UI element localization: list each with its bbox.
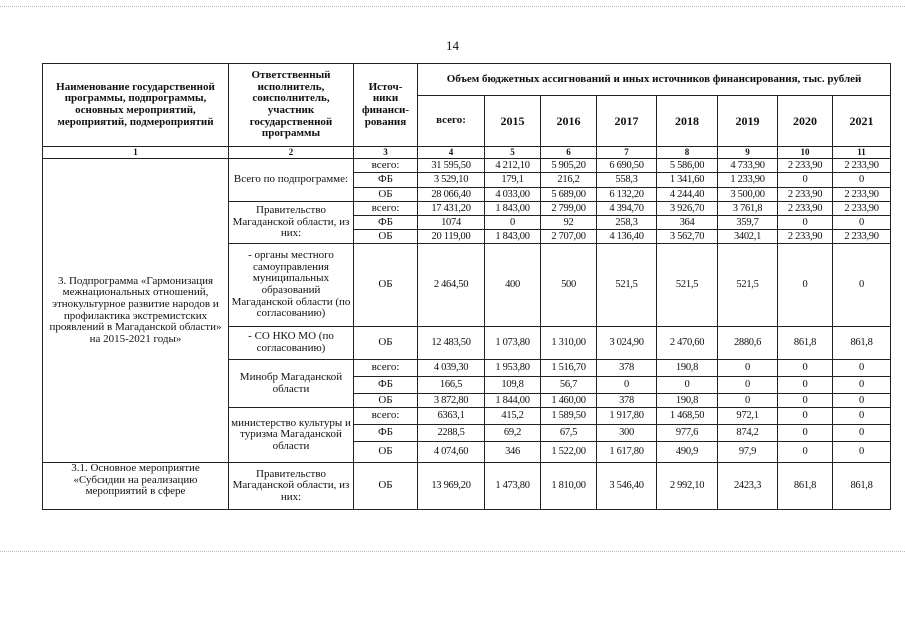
value-cell: 2 233,90 — [778, 202, 833, 216]
value-cell: 861,8 — [833, 463, 891, 510]
value-cell: 0 — [778, 173, 833, 188]
executor-cell: министерство культуры и туризма Магаданской области — [229, 408, 354, 463]
value-cell: 2 233,90 — [833, 188, 891, 202]
value-cell: 4 394,70 — [597, 202, 657, 216]
value-cell: 364 — [657, 216, 718, 230]
source-cell: ОБ — [354, 463, 418, 510]
value-cell: 500 — [541, 244, 597, 327]
value-cell: 1 843,00 — [485, 202, 541, 216]
value-cell: 2 992,10 — [657, 463, 718, 510]
value-cell: 2 707,00 — [541, 230, 597, 244]
value-cell: 1 843,00 — [485, 230, 541, 244]
executor-cell: Всего по подпрограмме: — [229, 159, 354, 202]
value-cell: 1 917,80 — [597, 408, 657, 425]
value-cell: 378 — [597, 360, 657, 377]
value-cell: 1 073,80 — [485, 327, 541, 360]
value-cell: 0 — [833, 394, 891, 408]
value-cell: 300 — [597, 425, 657, 442]
header-source: Источ-ники финанси-рования — [354, 64, 418, 147]
source-cell: ОБ — [354, 188, 418, 202]
value-cell: 0 — [833, 442, 891, 463]
value-cell: 2 470,60 — [657, 327, 718, 360]
page-edge-top — [0, 6, 905, 7]
source-cell: всего: — [354, 159, 418, 173]
value-cell: 0 — [778, 408, 833, 425]
value-cell: 1 310,00 — [541, 327, 597, 360]
value-cell: 346 — [485, 442, 541, 463]
value-cell: 874,2 — [718, 425, 778, 442]
value-cell: 0 — [778, 360, 833, 377]
value-cell: 2 233,90 — [778, 230, 833, 244]
executor-cell: Правительство Магаданской области, из них: — [229, 463, 354, 510]
column-number-row — [43, 147, 891, 159]
value-cell: 415,2 — [485, 408, 541, 425]
value-cell: 6363,1 — [418, 408, 485, 425]
value-cell: 1 589,50 — [541, 408, 597, 425]
header-year: 2018 — [657, 96, 718, 147]
value-cell: 56,7 — [541, 377, 597, 394]
header-year: 2016 — [541, 96, 597, 147]
value-cell: 0 — [833, 244, 891, 327]
value-cell: 2 233,90 — [778, 188, 833, 202]
header-executor: Ответственный исполнитель, соисполнитель, участник государственной программы — [229, 64, 354, 147]
source-cell: всего: — [354, 408, 418, 425]
value-cell: 0 — [833, 377, 891, 394]
column-number: 11 — [833, 147, 891, 159]
value-cell: 0 — [778, 216, 833, 230]
value-cell: 17 431,20 — [418, 202, 485, 216]
column-number: 10 — [778, 147, 833, 159]
value-cell: 521,5 — [657, 244, 718, 327]
column-number: 6 — [541, 147, 597, 159]
value-cell: 400 — [485, 244, 541, 327]
value-cell: 4 074,60 — [418, 442, 485, 463]
header-year: 2021 — [833, 96, 891, 147]
header-total: всего: — [418, 96, 485, 147]
value-cell: 4 136,40 — [597, 230, 657, 244]
value-cell: 190,8 — [657, 394, 718, 408]
value-cell: 3 562,70 — [657, 230, 718, 244]
value-cell: 3 926,70 — [657, 202, 718, 216]
value-cell: 0 — [597, 377, 657, 394]
page-edge-bottom — [0, 551, 905, 552]
value-cell: 3 024,90 — [597, 327, 657, 360]
value-cell: 1 341,60 — [657, 173, 718, 188]
value-cell: 13 969,20 — [418, 463, 485, 510]
value-cell: 3 500,00 — [718, 188, 778, 202]
value-cell: 861,8 — [833, 327, 891, 360]
value-cell: 2423,3 — [718, 463, 778, 510]
value-cell: 2 464,50 — [418, 244, 485, 327]
column-number: 9 — [718, 147, 778, 159]
value-cell: 1 810,00 — [541, 463, 597, 510]
value-cell: 4 212,10 — [485, 159, 541, 173]
value-cell: 12 483,50 — [418, 327, 485, 360]
source-cell: ФБ — [354, 216, 418, 230]
value-cell: 1 522,00 — [541, 442, 597, 463]
header-year: 2020 — [778, 96, 833, 147]
value-cell: 0 — [778, 425, 833, 442]
value-cell: 558,3 — [597, 173, 657, 188]
value-cell: 4 039,30 — [418, 360, 485, 377]
executor-cell: - органы местного самоуправления муниципальных образований Магаданской области (по согласованию) — [229, 244, 354, 327]
executor-cell: Минобр Магаданской области — [229, 360, 354, 408]
value-cell: 97,9 — [718, 442, 778, 463]
measure-name-cell: 3.1. Основное мероприятие «Субсидии на реализацию мероприятий в сфере — [43, 463, 229, 510]
source-cell: ОБ — [354, 394, 418, 408]
column-number: 8 — [657, 147, 718, 159]
executor-cell: Правительство Магаданской области, из них: — [229, 202, 354, 244]
column-number: 2 — [229, 147, 354, 159]
value-cell: 20 119,00 — [418, 230, 485, 244]
source-cell: всего: — [354, 360, 418, 377]
value-cell: 216,2 — [541, 173, 597, 188]
page-number: 14 — [446, 38, 459, 53]
value-cell: 0 — [657, 377, 718, 394]
column-number: 7 — [597, 147, 657, 159]
value-cell: 0 — [833, 360, 891, 377]
value-cell: 0 — [833, 216, 891, 230]
value-cell: 977,6 — [657, 425, 718, 442]
value-cell: 5 905,20 — [541, 159, 597, 173]
column-number: 3 — [354, 147, 418, 159]
table-row — [43, 159, 891, 173]
value-cell: 2 233,90 — [833, 159, 891, 173]
funding-table — [42, 63, 891, 510]
value-cell: 2 799,00 — [541, 202, 597, 216]
value-cell: 521,5 — [597, 244, 657, 327]
value-cell: 2880,6 — [718, 327, 778, 360]
value-cell: 3 761,8 — [718, 202, 778, 216]
value-cell: 0 — [718, 360, 778, 377]
value-cell: 5 586,00 — [657, 159, 718, 173]
value-cell: 0 — [778, 244, 833, 327]
value-cell: 1 516,70 — [541, 360, 597, 377]
executor-cell: - СО НКО МО (по согласованию) — [229, 327, 354, 360]
value-cell: 179,1 — [485, 173, 541, 188]
value-cell: 0 — [718, 394, 778, 408]
value-cell: 258,3 — [597, 216, 657, 230]
value-cell: 6 690,50 — [597, 159, 657, 173]
value-cell: 67,5 — [541, 425, 597, 442]
header-program-name: Наименование государственной программы, подпрограммы, основных мероприятий, мероприятий, подмероприятий — [43, 64, 229, 147]
measure-row — [43, 463, 891, 510]
value-cell: 2288,5 — [418, 425, 485, 442]
value-cell: 1 468,50 — [657, 408, 718, 425]
source-cell: ОБ — [354, 244, 418, 327]
value-cell: 3 546,40 — [597, 463, 657, 510]
value-cell: 1 953,80 — [485, 360, 541, 377]
source-cell: ФБ — [354, 377, 418, 394]
value-cell: 0 — [778, 442, 833, 463]
header-budget: Объем бюджетных ассигнований и иных источников финансирования, тыс. рублей — [418, 64, 891, 96]
value-cell: 0 — [485, 216, 541, 230]
column-number: 1 — [43, 147, 229, 159]
value-cell: 3 872,80 — [418, 394, 485, 408]
value-cell: 2 233,90 — [833, 202, 891, 216]
header-year: 2015 — [485, 96, 541, 147]
value-cell: 3402,1 — [718, 230, 778, 244]
value-cell: 31 595,50 — [418, 159, 485, 173]
value-cell: 0 — [778, 377, 833, 394]
source-cell: ФБ — [354, 425, 418, 442]
source-cell: ФБ — [354, 173, 418, 188]
value-cell: 1 460,00 — [541, 394, 597, 408]
header-year: 2019 — [718, 96, 778, 147]
value-cell: 0 — [778, 394, 833, 408]
source-cell: ОБ — [354, 327, 418, 360]
value-cell: 109,8 — [485, 377, 541, 394]
value-cell: 6 132,20 — [597, 188, 657, 202]
value-cell: 5 689,00 — [541, 188, 597, 202]
value-cell: 4 244,40 — [657, 188, 718, 202]
value-cell: 3 529,10 — [418, 173, 485, 188]
value-cell: 1 617,80 — [597, 442, 657, 463]
column-number: 4 — [418, 147, 485, 159]
value-cell: 490,9 — [657, 442, 718, 463]
value-cell: 0 — [833, 173, 891, 188]
value-cell: 0 — [718, 377, 778, 394]
value-cell: 190,8 — [657, 360, 718, 377]
value-cell: 378 — [597, 394, 657, 408]
value-cell: 4 733,90 — [718, 159, 778, 173]
header-year: 2017 — [597, 96, 657, 147]
value-cell: 861,8 — [778, 327, 833, 360]
value-cell: 92 — [541, 216, 597, 230]
value-cell: 521,5 — [718, 244, 778, 327]
value-cell: 69,2 — [485, 425, 541, 442]
value-cell: 4 033,00 — [485, 188, 541, 202]
value-cell: 0 — [833, 425, 891, 442]
value-cell: 1074 — [418, 216, 485, 230]
source-cell: ОБ — [354, 442, 418, 463]
value-cell: 359,7 — [718, 216, 778, 230]
value-cell: 28 066,40 — [418, 188, 485, 202]
value-cell: 1 844,00 — [485, 394, 541, 408]
value-cell: 861,8 — [778, 463, 833, 510]
value-cell: 1 473,80 — [485, 463, 541, 510]
value-cell: 2 233,90 — [833, 230, 891, 244]
program-name-cell: 3. Подпрограмма «Гармонизация межнациональных отношений, этнокультурное развитие народов и профилактика экстремистских проявлений в Магаданской области» на 2015-2021 годы» — [43, 159, 229, 463]
value-cell: 972,1 — [718, 408, 778, 425]
source-cell: ОБ — [354, 230, 418, 244]
value-cell: 1 233,90 — [718, 173, 778, 188]
value-cell: 2 233,90 — [778, 159, 833, 173]
value-cell: 166,5 — [418, 377, 485, 394]
column-number: 5 — [485, 147, 541, 159]
source-cell: всего: — [354, 202, 418, 216]
value-cell: 0 — [833, 408, 891, 425]
